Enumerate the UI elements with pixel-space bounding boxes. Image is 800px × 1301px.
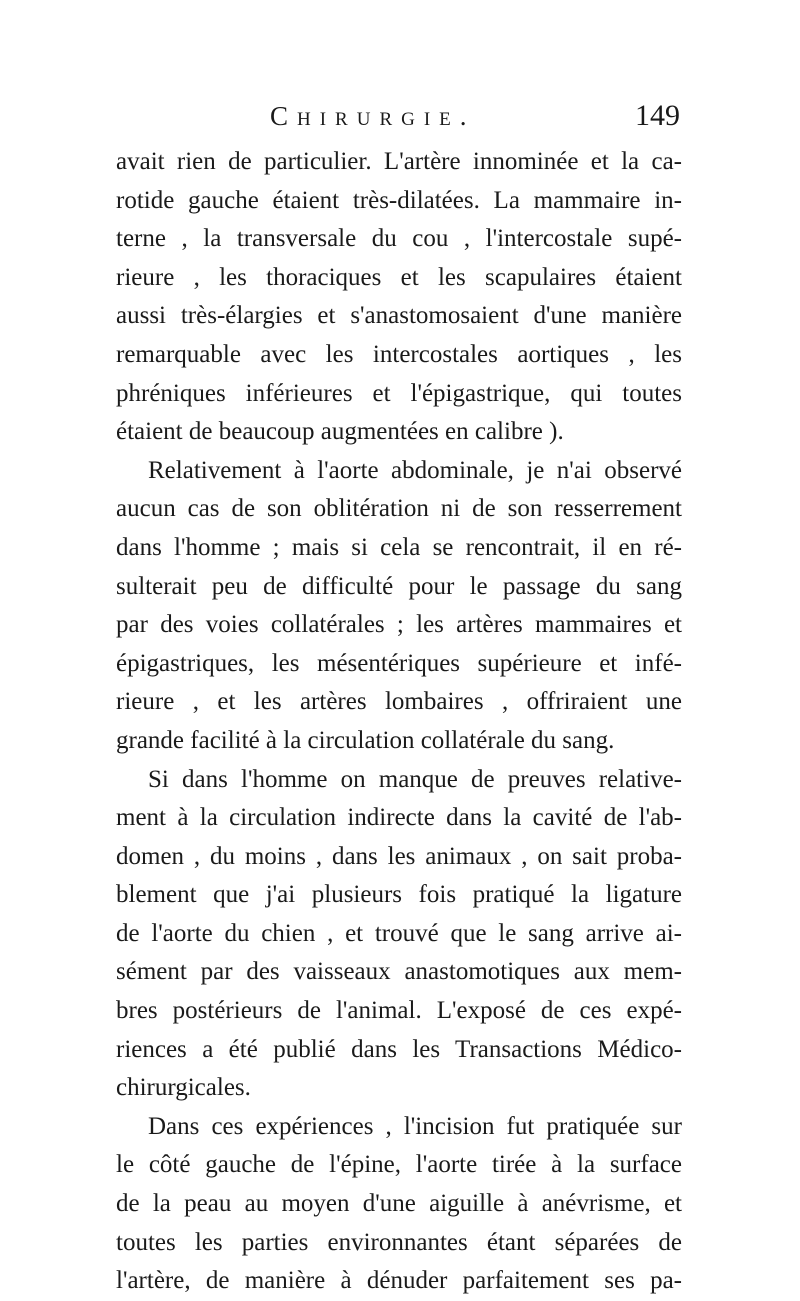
text-line: ment à la circulation indirecte dans la cavité de l'ab-	[116, 804, 682, 832]
text-line: de l'aorte du chien , et trouvé que le sang arrive ai-	[116, 919, 682, 947]
text-line: rotide gauche étaient très-dilatées. La mammaire in-	[116, 186, 682, 214]
text-line: de la peau au moyen d'une aiguille à anévrisme, et	[116, 1190, 682, 1218]
text-line: rieure , les thoraciques et les scapulaires étaient	[116, 263, 682, 291]
text-line: étaient de beaucoup augmentées en calibre ).	[116, 418, 564, 446]
body-text	[116, 143, 682, 1301]
text-line: grande facilité à la circulation collatérale du sang.	[116, 726, 615, 754]
text-line: terne , la transversale du cou , l'intercostale supé-	[116, 225, 682, 253]
text-line: Relativement à l'aorte abdominale, je n'ai observé	[148, 456, 682, 484]
text-line: bres postérieurs de l'animal. L'exposé de ces expé-	[116, 997, 682, 1025]
text-line: par des voies collatérales ; les artères mammaires et	[116, 611, 682, 639]
text-line: blement que j'ai plusieurs fois pratiqué la ligature	[116, 881, 682, 909]
page-number: 149	[635, 99, 680, 132]
text-line: sément par des vaisseaux anastomotiques aux mem-	[116, 958, 682, 986]
text-line: remarquable avec les intercostales aortiques , les	[116, 340, 682, 368]
text-line: l'artère, de manière à dénuder parfaitement ses pa-	[116, 1267, 682, 1295]
text-line: Dans ces expériences , l'incision fut pratiquée sur	[148, 1112, 682, 1140]
text-line: Si dans l'homme on manque de preuves relative-	[148, 765, 682, 793]
text-line: dans l'homme ; mais si cela se rencontrait, il en ré-	[116, 533, 682, 561]
text-line: aucun cas de son oblitération ni de son resserrement	[116, 495, 682, 523]
text-line: phréniques inférieures et l'épigastrique, qui toutes	[116, 379, 682, 407]
running-title: Chirurgie.	[270, 101, 476, 131]
running-head	[120, 96, 680, 136]
text-line: épigastriques, les mésentériques supérieure et infé-	[116, 649, 682, 677]
text-line: toutes les parties environnantes étant séparées de	[116, 1228, 682, 1256]
text-line: chirurgicales.	[116, 1074, 251, 1102]
text-line: riences a été publié dans les Transactions Médico-	[116, 1035, 682, 1063]
text-line: le côté gauche de l'épine, l'aorte tirée à la surface	[116, 1151, 682, 1179]
text-line: avait rien de particulier. L'artère innominée et la ca-	[116, 148, 682, 175]
text-line: rieure , et les artères lombaires , offriraient une	[116, 688, 682, 716]
text-line: sulterait peu de difficulté pour le passage du sang	[116, 572, 682, 600]
text-line: aussi très-élargies et s'anastomosaient d'une manière	[116, 302, 682, 330]
text-line: domen , du moins , dans les animaux , on sait proba-	[116, 842, 682, 870]
